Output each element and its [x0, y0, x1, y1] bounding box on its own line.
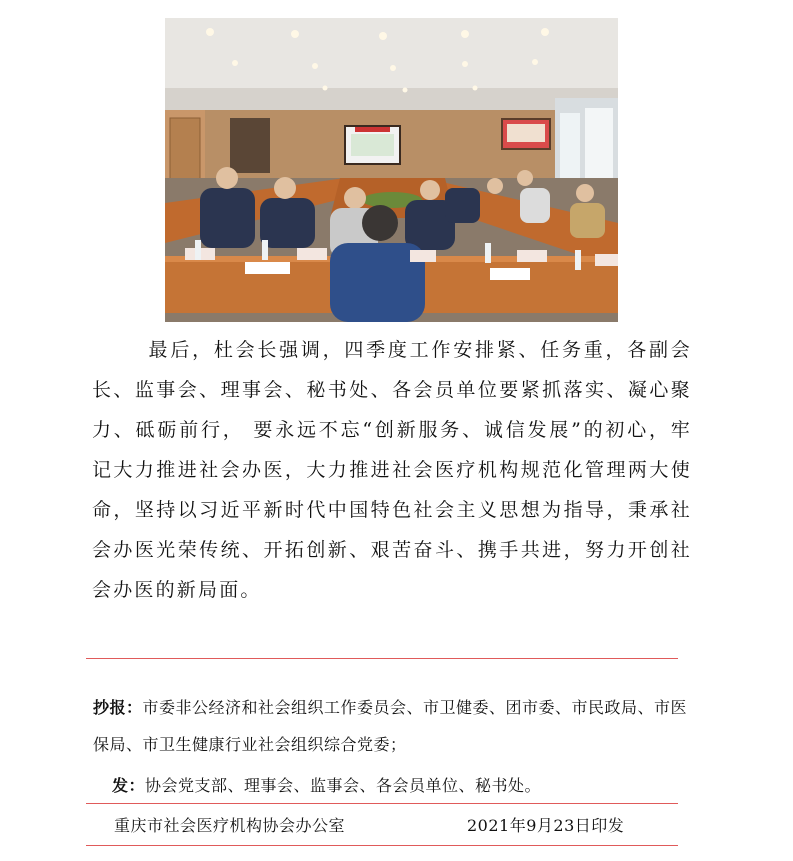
- report-text: 市委非公经济和社会组织工作委员会、市卫健委、团市委、市民政局、市医保局、市卫生健康行业社会组织综合党委；: [93, 698, 688, 754]
- report-label: 抄报：: [93, 698, 143, 717]
- send-recipients: [112, 771, 672, 801]
- divider-top: [86, 658, 678, 659]
- issue-footer: [114, 813, 634, 839]
- meeting-photo: [165, 18, 618, 322]
- send-text: 协会党支部、理事会、监事会、各会员单位、秘书处。: [145, 776, 542, 795]
- issue-date: 2021年9月23日印发: [467, 816, 625, 835]
- closing-paragraph: [92, 330, 692, 610]
- paragraph-text: 最后，杜会长强调，四季度工作安排紧、任务重，各副会长、监事会、理事会、秘书处、各会员单位要紧抓落实、凝心聚力、砥砺前行， 要永远不忘“创新服务、诚信发展”的初心，牢记大力推进社会办医，大力推进社会医疗机构规范化管理两大使命，坚持以习近平新时代中国特色社会主义思想为指导，秉承社会办医光荣传统、开拓创新、艰苦奋斗、携手共进，努力开创社会办医的新局面。: [92, 339, 692, 601]
- divider-bottom: [86, 845, 678, 846]
- report-recipients: [93, 689, 693, 763]
- send-label: 发：: [112, 776, 146, 795]
- issuer: 重庆市社会医疗机构协会办公室: [114, 816, 346, 835]
- divider-middle: [86, 803, 678, 804]
